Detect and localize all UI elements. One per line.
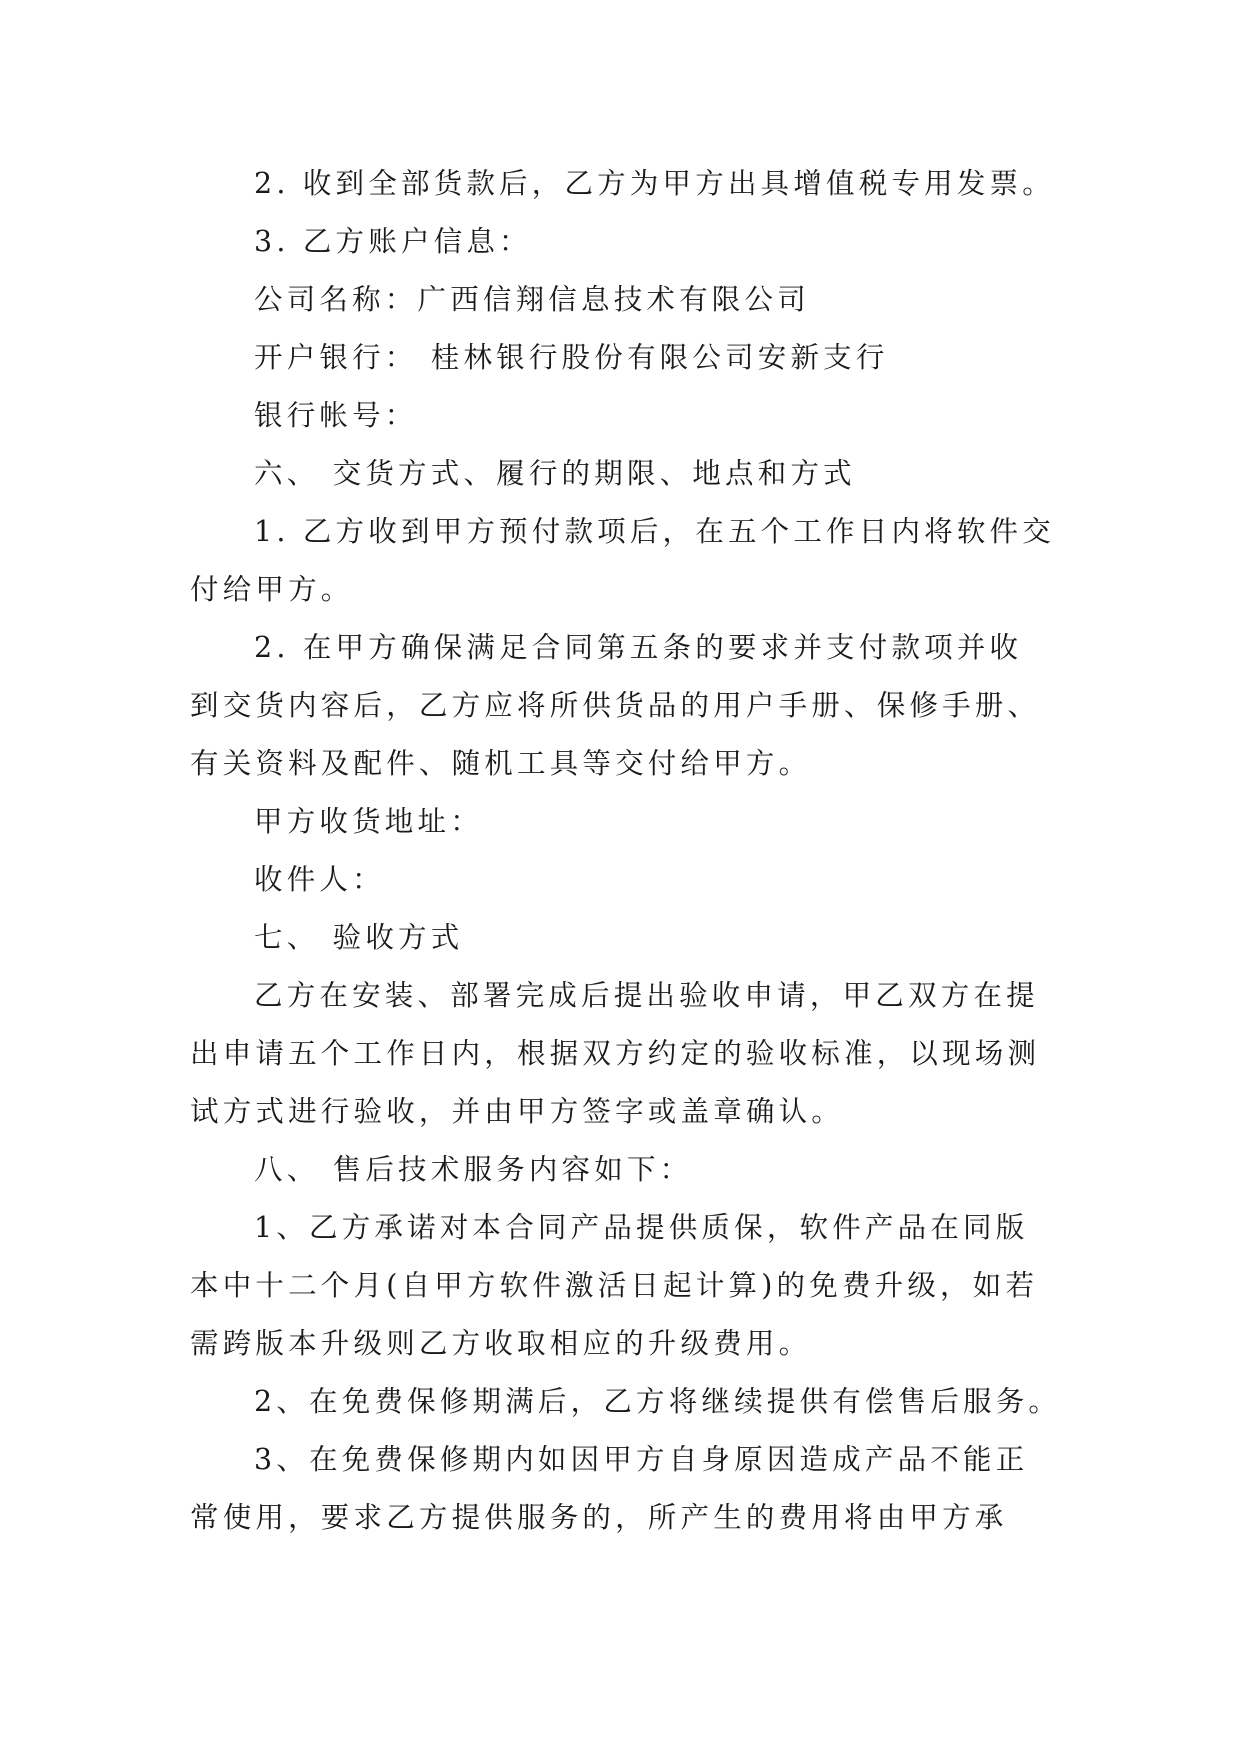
paragraph-acceptance: 乙方在安装、部署完成后提出验收申请，甲乙双方在提 — [254, 979, 1039, 1012]
paragraph-account-info-heading: 3. 乙方账户信息： — [254, 225, 532, 258]
paragraph-delivery-2-cont-1: 到交货内容后，乙方应将所供货品的用户手册、保修手册、 — [190, 689, 1041, 722]
paragraph-after-sales-3: 3、在免费保修期内如因甲方自身原因造成产品不能正 — [254, 1443, 1029, 1476]
paragraph-after-sales-1: 1、乙方承诺对本合同产品提供质保，软件产品在同版 — [254, 1211, 1029, 1244]
recipient-line: 收件人： — [254, 863, 385, 896]
receiving-address-line: 甲方收货地址： — [254, 805, 483, 838]
paragraph-invoice: 2. 收到全部货款后，乙方为甲方出具增值税专用发票。 — [254, 167, 1055, 200]
paragraph-delivery-2: 2. 在甲方确保满足合同第五条的要求并支付款项并收 — [254, 631, 1023, 664]
paragraph-after-sales-3-cont: 常使用，要求乙方提供服务的，所产生的费用将由甲方承 — [190, 1501, 1008, 1534]
paragraph-delivery-1: 1. 乙方收到甲方预付款项后，在五个工作日内将软件交 — [254, 515, 1055, 548]
paragraph-after-sales-2: 2、在免费保修期满后，乙方将继续提供有偿售后服务。 — [254, 1385, 1062, 1418]
paragraph-acceptance-cont-1: 出申请五个工作日内，根据双方约定的验收标准，以现场测 — [190, 1037, 1041, 1070]
document-body — [190, 155, 1070, 1547]
paragraph-delivery-2-cont-2: 有关资料及配件、随机工具等交付给甲方。 — [190, 747, 812, 780]
paragraph-delivery-1-cont: 付给甲方。 — [190, 573, 354, 606]
company-name-line: 公司名称：广西信翔信息技术有限公司 — [254, 283, 810, 316]
paragraph-acceptance-cont-2: 试方式进行验收，并由甲方签字或盖章确认。 — [190, 1095, 845, 1128]
section-heading-acceptance: 七、 验收方式 — [254, 921, 464, 954]
paragraph-after-sales-1-cont-2: 需跨版本升级则乙方收取相应的升级费用。 — [190, 1327, 812, 1360]
bank-name-line: 开户银行： 桂林银行股份有限公司安新支行 — [254, 341, 889, 374]
section-heading-after-sales: 八、 售后技术服务内容如下： — [254, 1153, 693, 1186]
bank-account-line: 银行帐号： — [254, 399, 418, 432]
section-heading-delivery: 六、 交货方式、履行的期限、地点和方式 — [254, 457, 856, 490]
paragraph-after-sales-1-cont-1: 本中十二个月(自甲方软件激活日起计算)的免费升级，如若 — [190, 1269, 1039, 1302]
